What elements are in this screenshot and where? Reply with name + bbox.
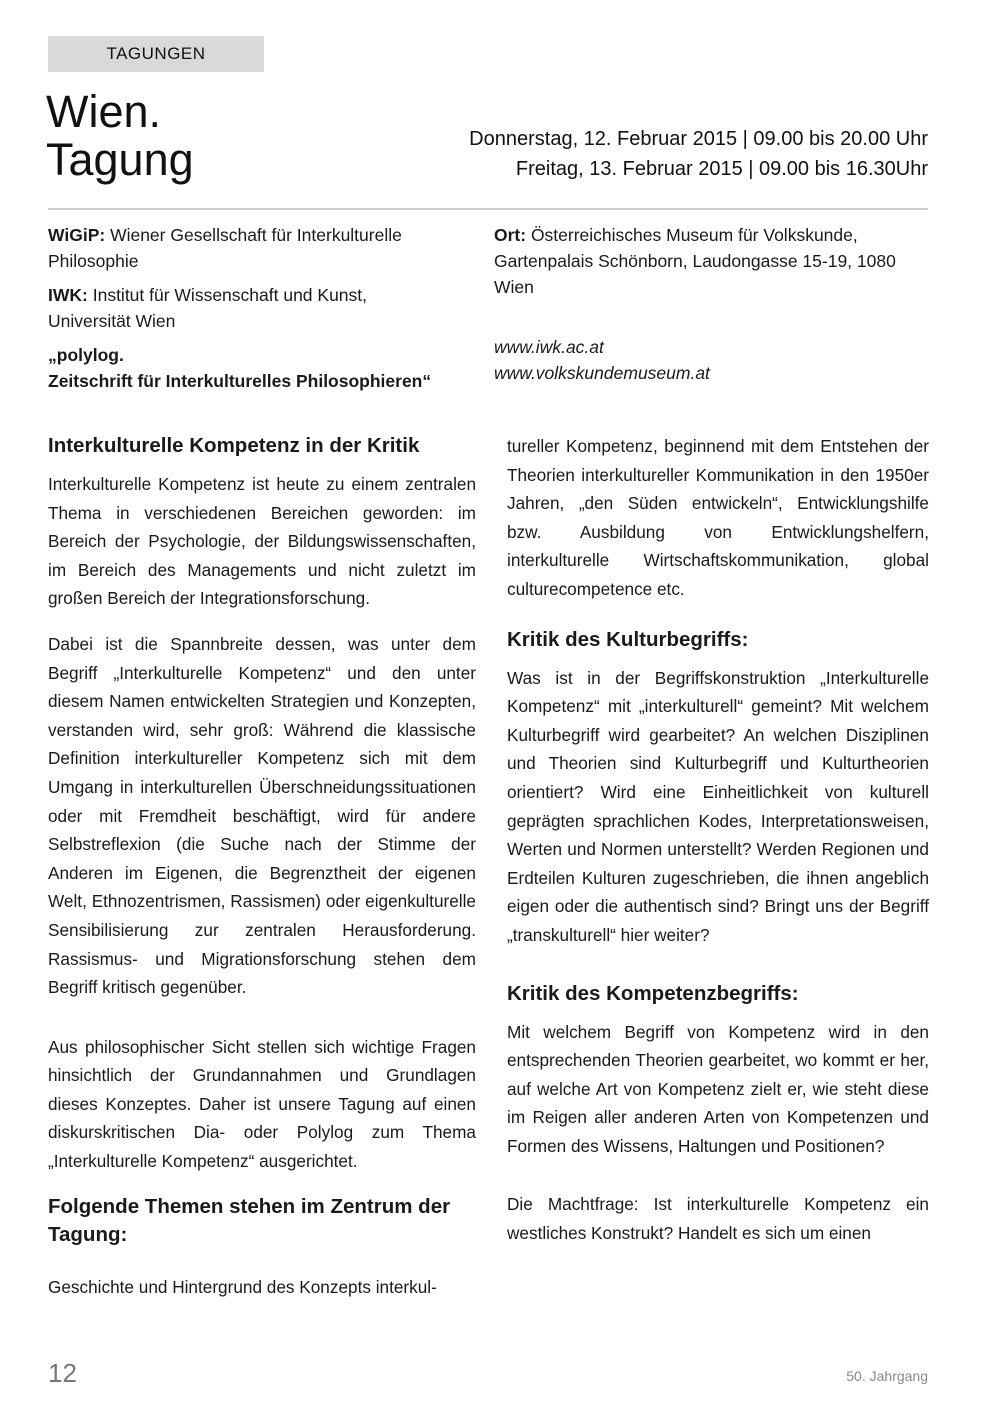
venue-address [494, 222, 934, 300]
organizers-block [48, 222, 448, 402]
date-day-1: Donnerstag, 12. Februar 2015 | 09.00 bis 20.00 Uhr [469, 128, 928, 150]
section-heading: Interkulturelle Kompetenz in der Kritik [48, 434, 420, 457]
paragraph: tureller Kompetenz, beginnend mit dem Entstehen der Theorien interkultureller Kommunikation in den 1950er Jahren, „den Süden entwickeln“, Entwicklungshilfe bzw. Ausbildung von Entwicklungshelfern, interkulturelle Wirtschaftskommunikation, global culturecompetence etc. [507, 436, 929, 599]
paragraph: Dabei ist die Spannbreite dessen, was unter dem Begriff „Interkulturelle Kompetenz“ und den unter diesem Namen entwickelten Strategien und Konzepten, verstanden wird, sehr groß: Während die klassische Definition interkultureller Kompetenz sich mit dem Umgang in interkulturellen Überschneidungssituationen oder mit Fremdheit beschäftigt, wird für andere Selbstreflexion (die Suche nach der Stimme der Anderen im Eigenen, die Begrenztheit der eigenen Welt, Ethnozentrismen, Rassismen) oder eigenkulturelle Sensibilisierung zur zentralen Herausforderung. Rassismus- und Migrationsforschung stehen dem Begriff kritisch gegenüber. [48, 633, 476, 998]
paragraph: Mit welchem Begriff von Kompetenz wird in den entsprechenden Theorien gearbeitet, wo kommt er her, auf welche Art von Kompetenz zielt er, wie steht diese im Reigen aller anderen Arten von Kompetenzen und Formen des Wissens, Haltungen und Positionen? [507, 1021, 929, 1156]
organizer-iwk [48, 282, 448, 334]
volume-label: 50. Jahrgang [846, 1368, 928, 1384]
organizer-text: Wiener Gesellschaft für Interkulturelle Philosophie [48, 225, 402, 271]
section-heading: Kritik des Kompetenzbegriffs: [507, 981, 799, 1005]
page-number: 12 [48, 1358, 77, 1388]
article-column-right [507, 432, 929, 1265]
section-heading: Folgende Themen stehen im Zentrum der Tagung: [48, 1194, 451, 1246]
event-dates [469, 124, 928, 184]
link-volkskundemuseum[interactable]: www.volkskundemuseum.at [494, 363, 710, 383]
paragraph: Was ist in der Begriffskonstruktion „Interkulturelle Kompetenz“ mit „interkulturell“ gemeint? Mit welchem Kulturbegriff wird gearbeitet? An welchen Disziplinen und Theorien sind Kulturbegriff und Kulturtheorien orientiert? Wird eine Einheitlichkeit von kulturell geprägten sprachlichen Kodes, Interpretationsweisen, Werten und Normen unterstellt? Werden Regionen und Erdteilen Kulturen zugeschrieben, die ihnen angeblich eigen oder die authentisch sind? Bringt uns der Begriff „transkulturell“ hier weiter? [507, 667, 929, 945]
organizer-wigip [48, 222, 448, 274]
venue-block [494, 222, 934, 386]
organizer-label: WiGiP: [48, 225, 106, 245]
venue-text: Österreichisches Museum für Volkskunde, Gartenpalais Schönborn, Laudongasse 15-19, 1080 Wien [494, 225, 896, 297]
organizer-text: Institut für Wissenschaft und Kunst, Universität Wien [48, 285, 368, 331]
date-day-2: Freitag, 13. Februar 2015 | 09.00 bis 16.30Uhr [515, 158, 928, 180]
title-line-1: Wien. [46, 86, 162, 137]
paragraph: Geschichte und Hintergrund des Konzepts interkul- [48, 1276, 437, 1297]
link-iwk[interactable]: www.iwk.ac.at [494, 337, 604, 357]
page-title [46, 88, 194, 184]
venue-links [494, 334, 934, 386]
paragraph: Interkulturelle Kompetenz ist heute zu einem zentralen Thema in verschiedenen Bereichen geworden: im Bereich der Psychologie, der Bildungswissenschaften, im Bereich des Managements und nicht zuletzt im großen Bereich der Integrationsforschung. [48, 474, 476, 609]
paragraph: Aus philosophischer Sicht stellen sich wichtige Fragen hinsichtlich der Grundannahmen und Grundlagen dieses Konzeptes. Daher ist unsere Tagung auf einen diskurskritischen Dia- oder Polylog zum Thema „Interkulturelle Kompetenz“ ausgerichtet. [48, 1036, 476, 1172]
organizer-label: IWK: [48, 285, 88, 305]
header-divider [48, 208, 928, 210]
section-tag: TAGUNGEN [48, 36, 264, 72]
organizer-text: Zeitschrift für Interkulturelles Philosophieren“ [48, 371, 432, 391]
venue-label: Ort: [494, 225, 527, 245]
title-line-2: Tagung [46, 134, 194, 185]
paragraph: Die Machtfrage: Ist interkulturelle Kompetenz ein westliches Konstrukt? Handelt es sich um einen [507, 1194, 929, 1244]
organizer-label: „polylog. [48, 345, 124, 365]
organizer-polylog [48, 342, 448, 394]
article-column-left [48, 432, 476, 1318]
section-heading: Kritik des Kulturbegriffs: [507, 627, 749, 651]
